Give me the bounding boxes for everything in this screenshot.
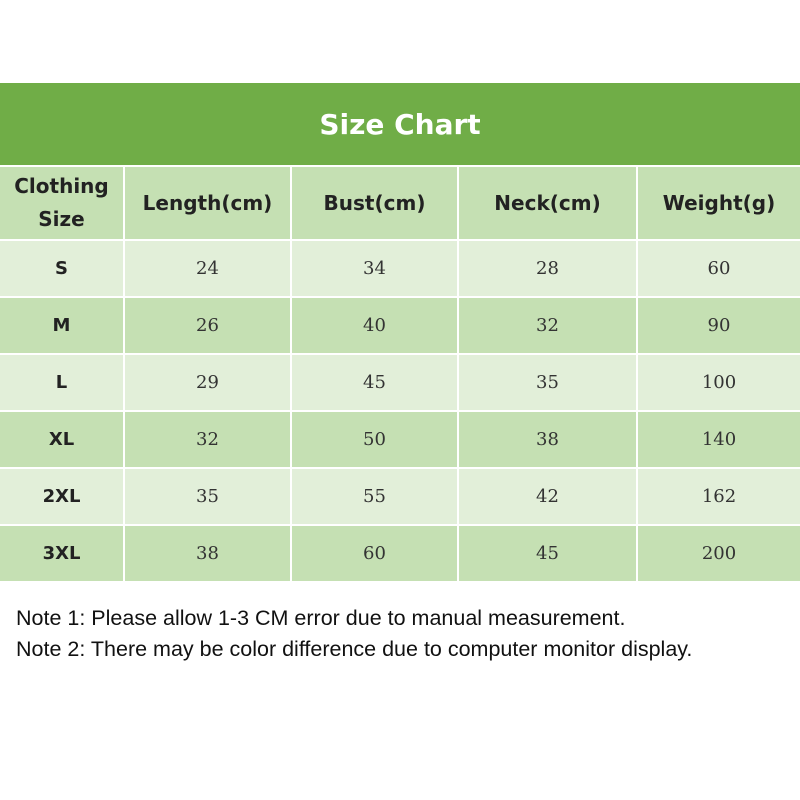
table-header-row [0, 167, 800, 241]
length-cell: 29 [125, 355, 292, 412]
weight-cell: 162 [638, 469, 800, 526]
size-table [0, 167, 800, 583]
neck-cell: 45 [459, 526, 638, 583]
size-cell: L [0, 355, 125, 412]
neck-cell: 28 [459, 241, 638, 298]
table-row [0, 412, 800, 469]
size-cell: 2XL [0, 469, 125, 526]
bust-cell: 40 [292, 298, 459, 355]
size-cell: S [0, 241, 125, 298]
bust-cell: 45 [292, 355, 459, 412]
weight-cell: 90 [638, 298, 800, 355]
notes [16, 603, 796, 665]
size-cell: XL [0, 412, 125, 469]
size-cell: M [0, 298, 125, 355]
neck-cell: 42 [459, 469, 638, 526]
bust-cell: 50 [292, 412, 459, 469]
column-header-bust: Bust(cm) [292, 167, 459, 241]
bust-cell: 34 [292, 241, 459, 298]
weight-cell: 200 [638, 526, 800, 583]
weight-cell: 140 [638, 412, 800, 469]
table-row [0, 241, 800, 298]
column-header-length: Length(cm) [125, 167, 292, 241]
weight-cell: 60 [638, 241, 800, 298]
table-row [0, 355, 800, 412]
length-cell: 32 [125, 412, 292, 469]
page-title: Size Chart [319, 107, 481, 141]
note-2: Note 2: There may be color difference due to computer monitor display. [16, 637, 693, 661]
size-cell: 3XL [0, 526, 125, 583]
length-cell: 24 [125, 241, 292, 298]
weight-cell: 100 [638, 355, 800, 412]
column-header-neck: Neck(cm) [459, 167, 638, 241]
bust-cell: 60 [292, 526, 459, 583]
neck-cell: 32 [459, 298, 638, 355]
bust-cell: 55 [292, 469, 459, 526]
table-row [0, 298, 800, 355]
neck-cell: 35 [459, 355, 638, 412]
length-cell: 38 [125, 526, 292, 583]
note-1: Note 1: Please allow 1-3 CM error due to manual measurement. [16, 606, 626, 630]
column-header-clothing-size: Clothing Size [0, 167, 125, 241]
length-cell: 35 [125, 469, 292, 526]
table-row [0, 526, 800, 583]
title-banner [0, 83, 800, 165]
length-cell: 26 [125, 298, 292, 355]
column-header-weight: Weight(g) [638, 167, 800, 241]
table-row [0, 469, 800, 526]
neck-cell: 38 [459, 412, 638, 469]
